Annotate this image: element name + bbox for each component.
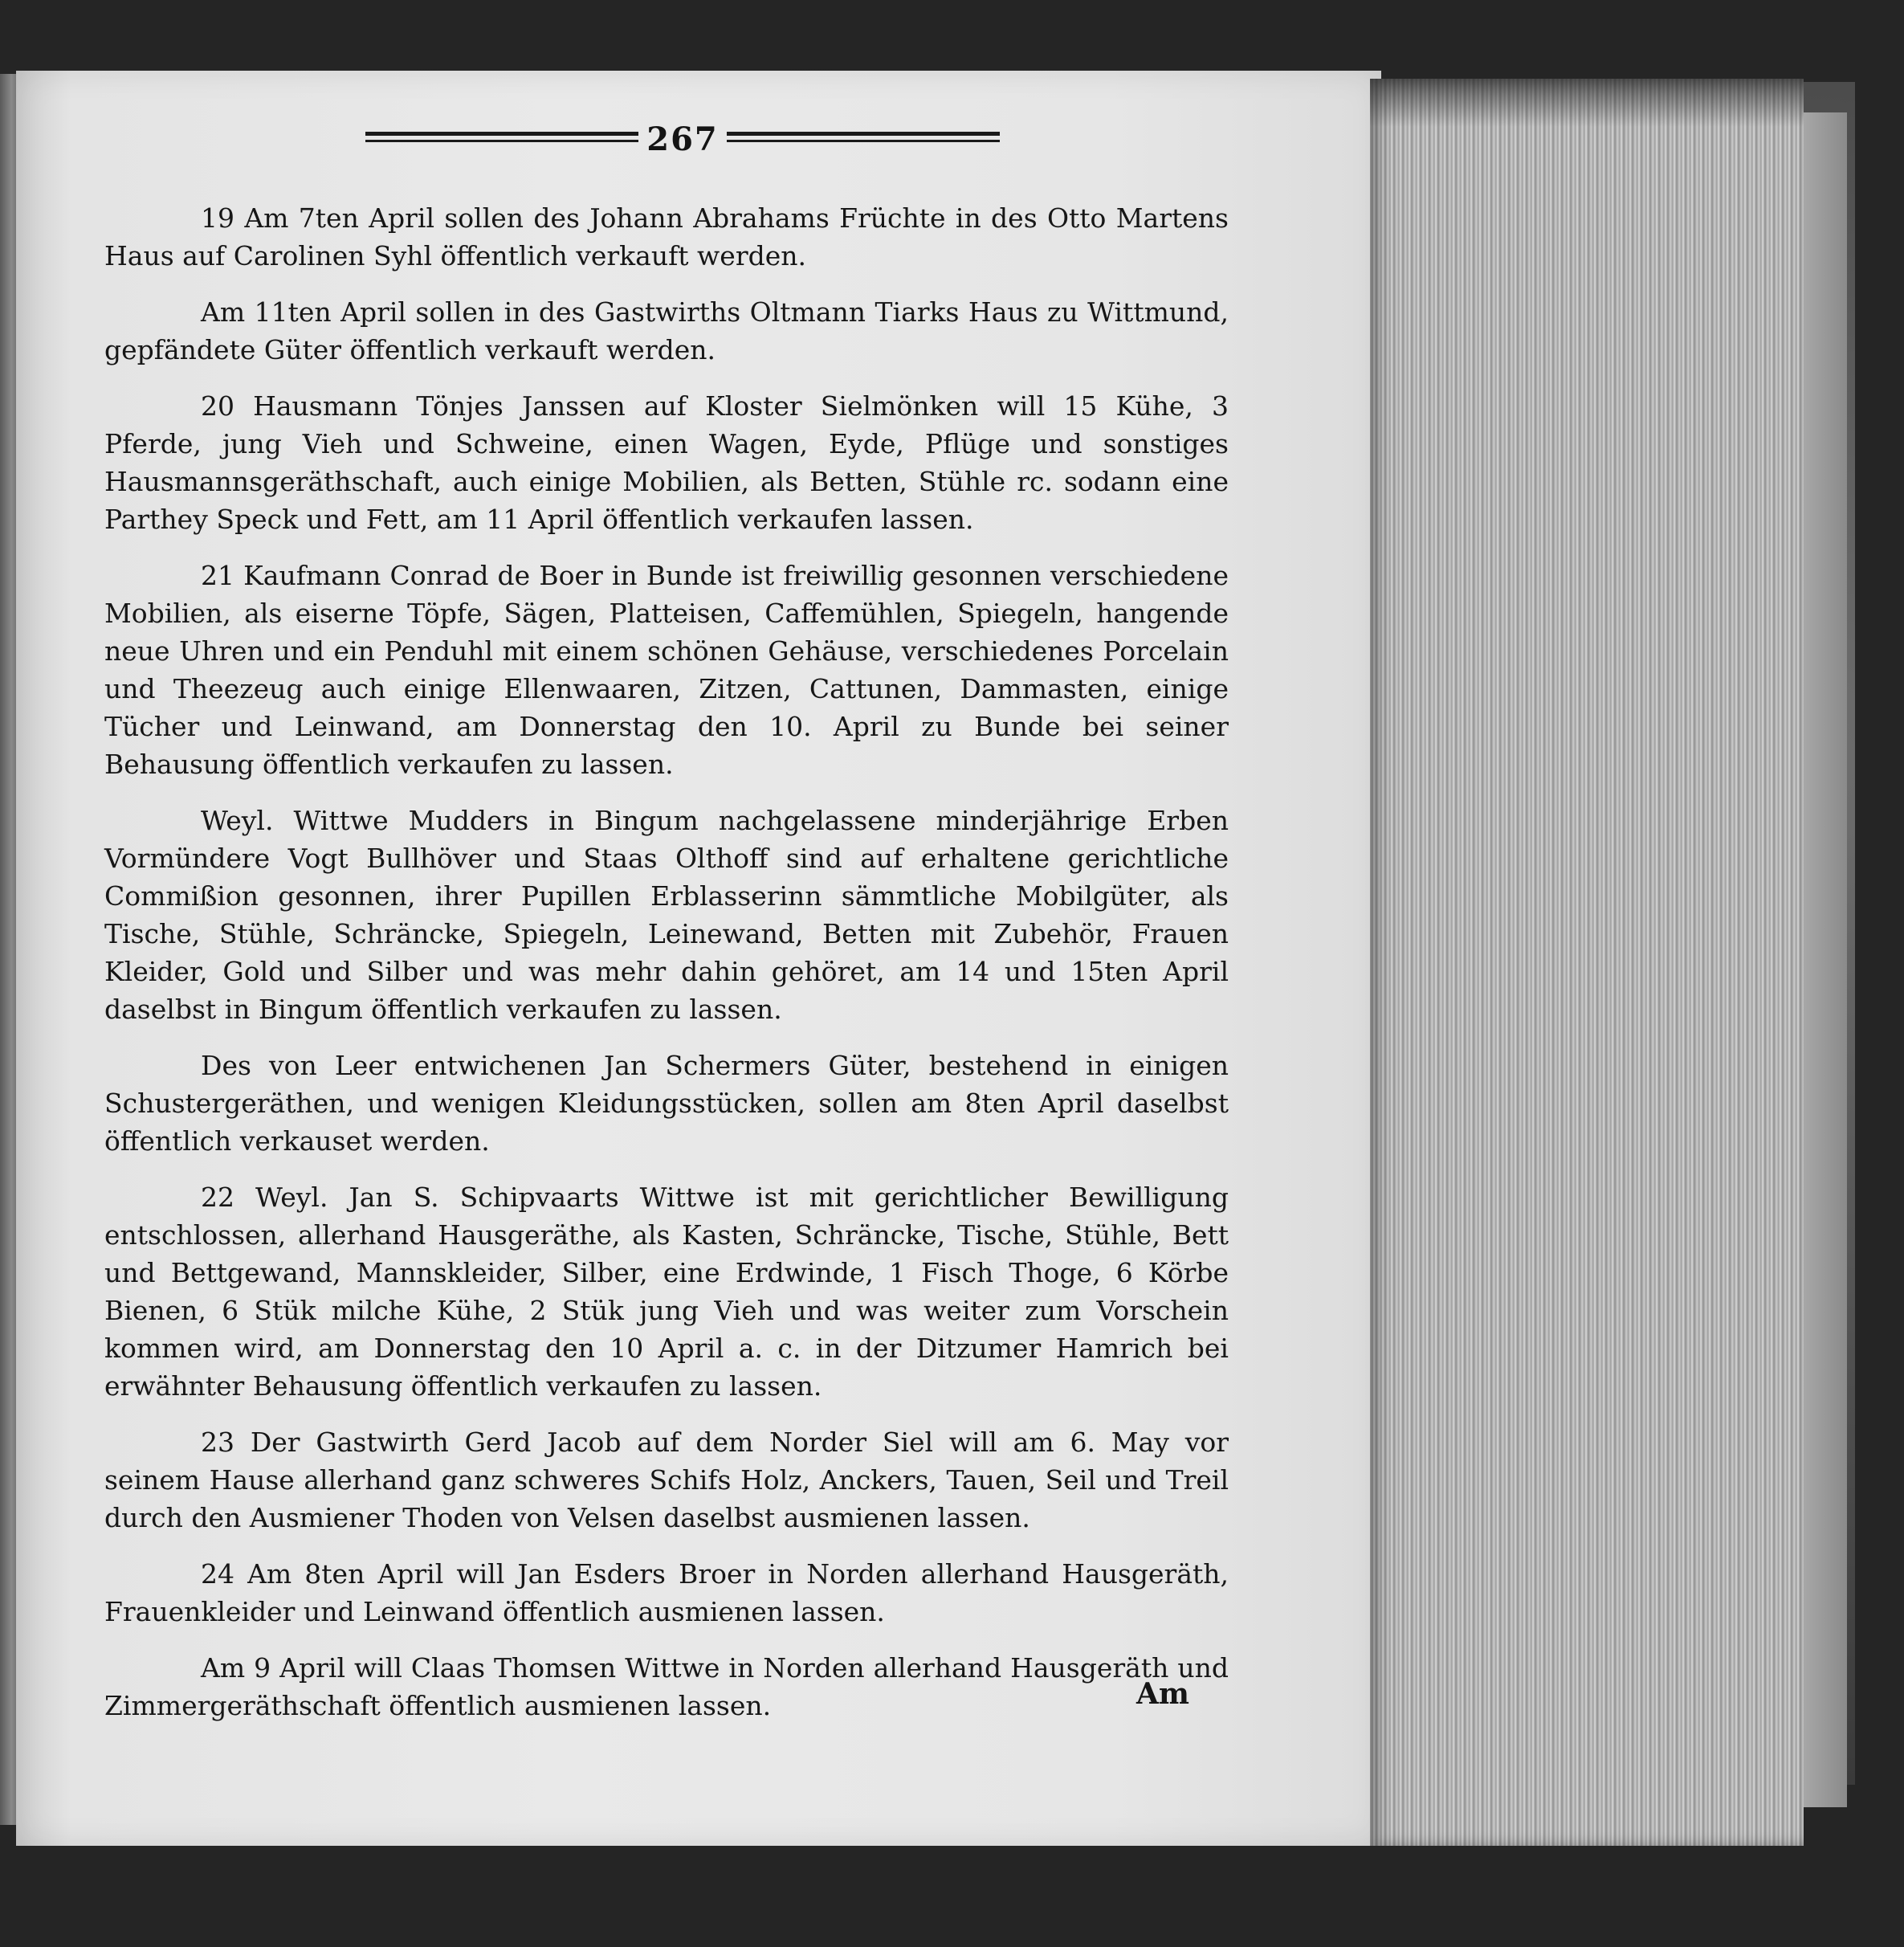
notice-paragraph: 22 Weyl. Jan S. Schipvaarts Wittwe ist mit gerichtlicher Bewilligung entschlossen, allerhand Hausgeräthe, als Kasten, Schräncke, Tische, Stühle, Bett und Bettgewand, Mannskleider, Silber, eine Erdwinde, 1 Fisch Thoge, 6 Körbe Bienen, 6 Stük milche Kühe, 2 Stük jung Vieh und was weiter zum Vorschein kommen wird, am Donnerstag den 10 April a. c. in der Ditzumer Hamrich bei erwähnter Behausung öffentlich verkaufen zu lassen. bbox=[104, 1182, 1229, 1402]
notice-paragraph: 21 Kaufmann Conrad de Boer in Bunde ist freiwillig gesonnen verschiedene Mobilien, als eiserne Töpfe, Sägen, Platteisen, Caffemühlen, Spiegeln, hangende neue Uhren und ein Penduhl mit einem schönen Gehäuse, verschiedenes Porcelain und Theezeug auch einige Ellenwaaren, Zitzen, Cattunen, Dammasten, einige Tücher und Leinwand, am Donnerstag den 10. April zu Bunde bei seiner Behausung öffentlich verkaufen zu lassen. bbox=[104, 560, 1229, 780]
header-rule-left bbox=[365, 132, 638, 142]
notice-paragraph: 19 Am 7ten April sollen des Johann Abrahams Früchte in des Otto Martens Haus auf Carolinen Syhl öffentlich verkauft werden. bbox=[104, 202, 1229, 271]
notice-paragraph: Weyl. Wittwe Mudders in Bingum nachgelassene minderjährige Erben Vormündere Vogt Bullhöver und Staas Olthoff sind auf erhaltene gerichtliche Commißion gesonnen, ihrer Pupillen Erblasserinn sämmtliche Mobilgüter, als Tische, Stühle, Schräncke, Spiegeln, Leinewand, Betten mit Zubehör, Frauen Kleider, Gold und Silber und was mehr dahin gehöret, am 14 und 15ten April daselbst in Bingum öffentlich verkaufen zu lassen. bbox=[104, 805, 1229, 1025]
notice-paragraph: 20 Hausmann Tönjes Janssen auf Kloster Sielmönken will 15 Kühe, 3 Pferde, jung Vieh und Schweine, einen Wagen, Eyde, Pflüge und sonstiges Hausmannsgeräthschaft, auch einige Mobilien, als Betten, Stühle rc. sodann eine Parthey Speck und Fett, am 11 April öffentlich verkaufen lassen. bbox=[104, 390, 1229, 535]
header-rule-right bbox=[727, 132, 1000, 142]
page-fore-edge bbox=[1370, 79, 1804, 1846]
page-number: 267 bbox=[646, 120, 719, 158]
page-body bbox=[104, 199, 1229, 1743]
catchword: Am bbox=[1136, 1677, 1190, 1711]
notice-paragraph: Am 9 April will Claas Thomsen Wittwe in Norden allerhand Hausgeräth und Zimmergeräthschaft öffentlich ausmienen lassen. bbox=[104, 1652, 1229, 1721]
notice-paragraph: Des von Leer entwichenen Jan Schermers Güter, bestehend in einigen Schustergeräthen, und wenigen Kleidungsstücken, sollen am 8ten April daselbst öffentlich verkauset werden. bbox=[104, 1050, 1229, 1157]
notice-paragraph: 24 Am 8ten April will Jan Esders Broer in Norden allerhand Hausgeräth, Frauenkleider und Leinwand öffentlich ausmienen lassen. bbox=[104, 1558, 1229, 1627]
notice-paragraph: Am 11ten April sollen in des Gastwirths Oltmann Tiarks Haus zu Wittmund, gepfändete Güter öffentlich verkauft werden. bbox=[104, 296, 1229, 365]
fore-edge-shadow bbox=[1370, 79, 1804, 127]
notice-paragraph: 23 Der Gastwirth Gerd Jacob auf dem Norder Siel will am 6. May vor seinem Hause allerhand ganz schweres Schifs Holz, Anckers, Tauen, Seil und Treil durch den Ausmiener Thoden von Velsen daselbst ausmienen lassen. bbox=[104, 1427, 1229, 1533]
page-header bbox=[365, 120, 1197, 159]
